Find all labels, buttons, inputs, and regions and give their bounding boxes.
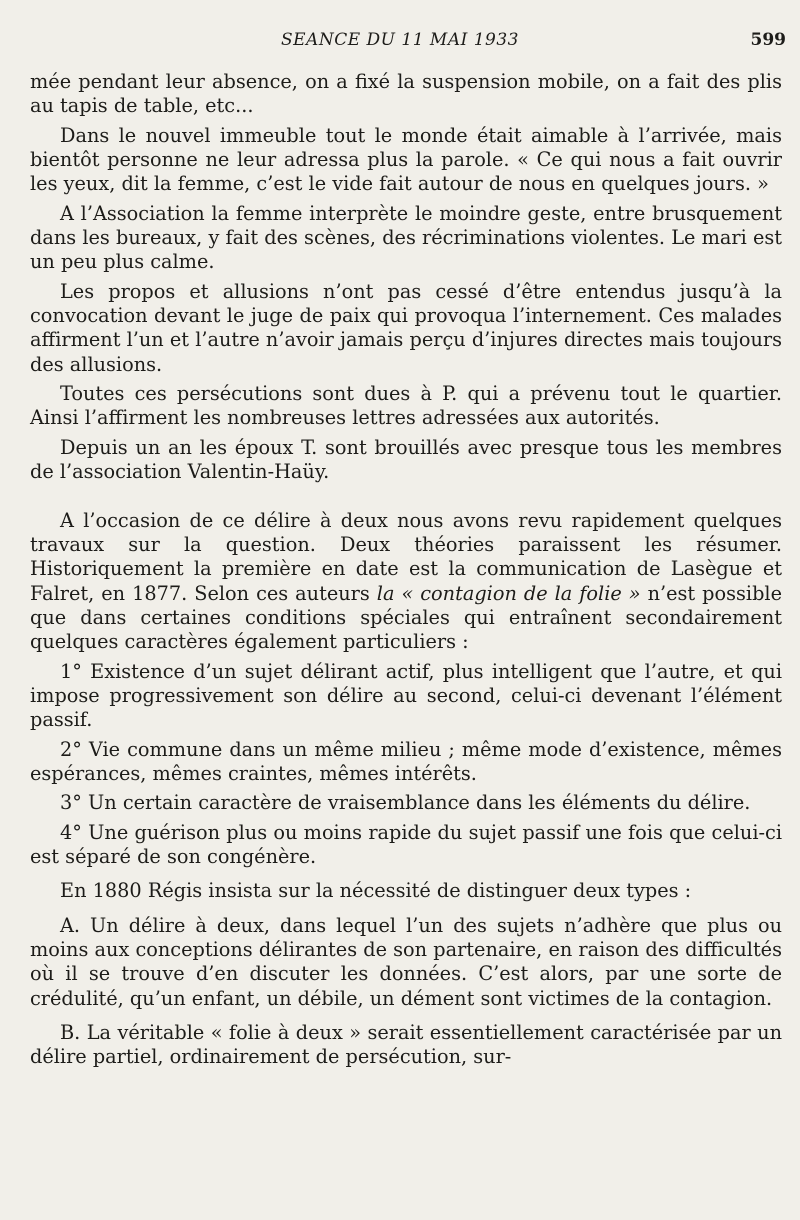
paragraph: A l’Association la femme interprète le moindre geste, entre brusquement dans les bureaux, y fait des scènes, des récriminations violentes. Le mari est un peu plus calme. [30, 201, 782, 274]
list-item: A. Un délire à deux, dans lequel l’un des sujets n’adhère que plus ou moins aux conceptions délirantes de son partenaire, en raison des difficultés où il se trouve d’en discuter les données. C’est alors, par une sorte de crédulité, qu’un enfant, un débile, un dément sont victimes de la contagion. [30, 913, 782, 1010]
paragraph-text: n’est possible que dans certaines conditions spéciales qui entraînent secondairement quelques caractères également particuliers : [30, 581, 783, 654]
page-header [0, 30, 800, 56]
paragraph: Depuis un an les époux T. sont brouillés avec presque tous les membres de l’association Valentin-Haüy. [30, 435, 782, 484]
list-item: 4° Une guérison plus ou moins rapide du sujet passif une fois que celui-ci est séparé de son congénère. [30, 820, 782, 868]
body-text [30, 70, 782, 1070]
running-title: SEANCE DU 11 MAI 1933 [281, 30, 519, 50]
paragraph: Les propos et allusions n’ont pas cessé d’être entendus jusqu’à la convocation devant le juge de paix qui provoqua l’internement. Ces malades affirment l’un et l’autre n’avoir jamais perçu d’injures directes mais toujours des allusions. [30, 279, 782, 376]
paragraph: En 1880 Régis insista sur la nécessité de distinguer deux types : [60, 879, 692, 903]
emphasis-text: la « contagion de la folie » [376, 581, 641, 605]
list-item: 2° Vie commune dans un même milieu ; même mode d’existence, mêmes espérances, mêmes craintes, mêmes intérêts. [30, 737, 782, 785]
list-item: B. La véritable « folie à deux » serait essentiellement caractérisée par un délire partiel, ordinairement de persécution, sur- [30, 1021, 782, 1069]
paragraph-with-emphasis [30, 509, 782, 655]
list-item: 1° Existence d’un sujet délirant actif, plus intelligent que l’autre, et qui impose progressivement son délire au second, celui-ci devenant l’élément passif. [30, 659, 782, 732]
page-number: 599 [750, 30, 786, 50]
paragraph-text: A l’occasion de ce délire à deux nous avons revu rapidement quelques travaux sur la question. Deux théories paraissent les résumer. Historiquement la première en date est la communication de Lasègue et Falret, en 1877. Selon ces auteurs [30, 508, 782, 605]
paragraph: mée pendant leur absence, on a fixé la suspension mobile, on a fait des plis au tapis de table, etc... [30, 70, 782, 118]
paragraph: Toutes ces persécutions sont dues à P. qui a prévenu tout le quartier. Ainsi l’affirment les nombreuses lettres adressées aux autorités. [30, 382, 782, 430]
paragraph: Dans le nouvel immeuble tout le monde était aimable à l’arrivée, mais bientôt personne ne leur adressa plus la parole. « Ce qui nous a fait ouvrir les yeux, dit la femme, c’est le vide fait autour de nous en quelques jours. » [30, 123, 782, 196]
list-item: 3° Un certain caractère de vraisemblance dans les éléments du délire. [60, 791, 751, 815]
